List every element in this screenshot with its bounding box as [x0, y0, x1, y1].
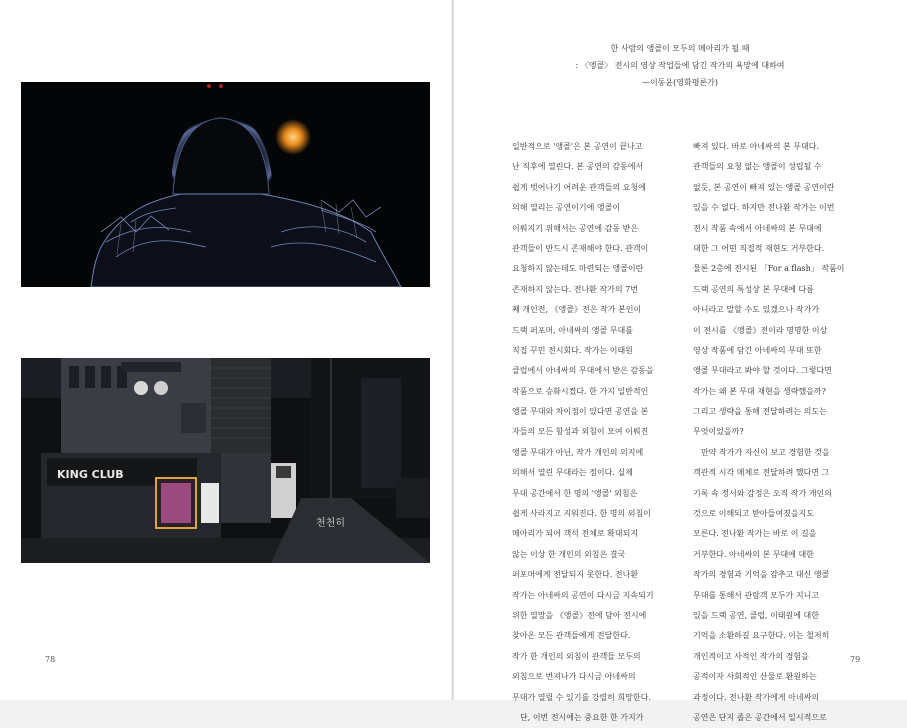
body-text-line: 개인적이고 사적인 작가의 경험을: [693, 651, 809, 661]
photo-backlit-figure: [21, 82, 430, 287]
body-text-line: 메아리가 되어 객석 전체로 확대되지: [512, 529, 639, 539]
body-text-line: 작가는 아네싸의 공연이 다시금 지속되기: [512, 590, 654, 600]
body-text-line: 앵콜 무대와 차이점이 있다면 공연을 본: [512, 407, 649, 417]
folio-right: 79: [850, 655, 861, 664]
body-text-line: 관객들이 반드시 존재해야 한다. 관객이: [512, 243, 649, 253]
body-text-line: 직접 꾸민 전시회다. 작가는 이태원: [512, 345, 633, 355]
body-text-line: 작가의 경험과 기억을 감추고 대신 앵콜: [693, 570, 830, 580]
body-text-line: 관객들의 요청 없는 앵콜이 성립될 수: [693, 162, 822, 172]
body-text-line: 의해 열리는 공연이기에 앵콜이: [512, 203, 621, 213]
left-page: [0, 0, 453, 700]
body-text-line: 기억을 소환하길 요구한다. 이는 철저히: [693, 631, 830, 641]
folio-left: 78: [45, 655, 56, 664]
photo-night-street: [21, 358, 430, 563]
body-text-line: 없듯, 본 공연이 빠져 있는 앵콜 공연이란: [693, 182, 835, 192]
body-text-line: 물론 2층에 전시된 「For a flash」 작품이: [693, 264, 845, 274]
body-text-line: 무대 공간에서 한 명의 '앵콜' 외침은: [512, 488, 638, 498]
body-text-line: 객관적 시각 매체로 전달하려 했다면 그: [693, 468, 830, 478]
body-text-line: 쉽게 사라지고 지워진다. 한 명의 외침이: [512, 509, 651, 519]
body-text-line: 모른다. 전나환 작가는 바로 이 길을: [693, 529, 817, 539]
body-text-line: 않는 이상 한 개인의 외침은 결국: [512, 549, 626, 559]
body-text-line: 앵콜 무대가 아닌, 작가 개인의 의지에: [512, 447, 644, 457]
body-text-line: 작품으로 승화시켰다. 한 가지 일반적인: [512, 386, 649, 396]
article-title: 한 사람의 앵콜이 모두의 메아리가 될 때: [610, 44, 750, 53]
body-text-line: 있을 수 없다. 하지만 전나환 작가는 이번: [693, 203, 835, 213]
body-column-left: [512, 137, 665, 728]
body-text-line: 쉽게 벗어나기 어려운 관객들의 요청에: [512, 182, 646, 192]
article-subtitle: : 〈앵콜〉 전시의 영상 작업들에 담긴 작가의 욕망에 대하여: [575, 61, 785, 70]
body-text-line: 드랙 공연의 특성상 본 무대에 다름: [693, 284, 814, 294]
photo-backlit-figure-illustration: [21, 82, 430, 287]
body-text-line: 외침으로 번져나가 다시금 아네싸의: [512, 672, 636, 682]
body-text-line: 작가는 왜 본 무대 재현을 생략했을까?: [693, 386, 826, 396]
body-text-line: 퍼포머에게 전달되지 못한다. 전나환: [512, 570, 639, 580]
body-text-line: 난 직후에 열린다. 본 공연의 감동에서: [512, 162, 644, 172]
body-text-line: 자들의 모든 함성과 외침이 모여 이뤄진: [512, 427, 649, 437]
body-text-line: 영상 작품에 담긴 아네싸의 무대 또한: [693, 345, 822, 355]
body-text-line: 무대가 열릴 수 있기를 강렬히 희망한다.: [512, 692, 651, 702]
body-text-line: 기록 속 정서와 감정은 오직 작가 개인의: [693, 488, 832, 498]
body-text-line: 드랙 퍼포머, 아네싸의 앵콜 무대를: [512, 325, 633, 335]
body-text-line: 클럽에서 아네싸의 무대에서 받은 감동을: [512, 366, 654, 376]
body-text-line: 무대를 통해서 관람객 모두가 지니고: [693, 590, 820, 600]
body-text-line: 과정이다. 전나환 작가에게 아네싸의: [693, 692, 820, 702]
body-text-line: 찾아온 모든 관객들에게 전달한다.: [512, 631, 631, 641]
article-header: [560, 40, 800, 91]
photo-night-street-illustration: [21, 358, 430, 563]
body-text-line: 그리고 생략을 통해 전달하려는 의도는: [693, 407, 827, 417]
body-text-line: 존재하지 않는다. 전나환 작가의 7번: [512, 284, 638, 294]
body-text-line: 일반적으로 '앵콜'은 본 공연이 끝나고: [512, 142, 643, 151]
body-text-line: 단, 이번 전시에는 중요한 한 가지가: [512, 712, 644, 722]
article-author: —이동윤(영화평론가): [641, 78, 719, 87]
body-text-line: 것으로 이해되고 받아들여졌을지도: [693, 509, 815, 519]
street-marking-text: 천천히: [316, 518, 345, 529]
body-text-line: 앵콜 무대라고 봐야 할 것이다. 그렇다면: [693, 366, 832, 376]
body-text-line: 요청하지 않는데도 마련되는 앵콜이란: [512, 264, 644, 274]
body-text-line: 아니라고 말할 수도 있겠으나 작가가: [693, 305, 820, 315]
body-text-line: 이 전시를 《앵콜》전이라 명명한 이상: [693, 325, 828, 335]
body-text-line: 있을 드랙 공연, 클럽, 이태원에 대한: [693, 610, 819, 620]
body-text-line: 째 개인전, 《앵콜》전은 작가 본인이: [512, 305, 642, 315]
body-text-line: 공연은 단지 좁은 공간에서 일시적으로: [693, 712, 827, 722]
body-text-line: 이뤄지기 위해서는 공연에 감동 받은: [512, 223, 639, 233]
body-text-line: 공적이자 사회적인 산물로 환원하는: [693, 672, 817, 682]
body-text-line: 의해서 열린 무대라는 점이다. 실제: [512, 468, 633, 478]
body-text-line: 작가 한 개인의 외침이 관객들 모두의: [512, 651, 641, 661]
body-text-line: 만약 작가가 자신이 보고 경험한 것을: [693, 447, 830, 457]
body-text-line: 빠져 있다. 바로 아네싸의 본 무대다.: [693, 142, 819, 151]
club-sign-text: KING CLUB: [57, 468, 124, 481]
body-text-line: 거부한다. 아네싸의 본 무대에 대한: [693, 549, 814, 559]
body-text-line: 무엇이었을까?: [693, 427, 744, 437]
body-text-line: 위한 열망을 《앵콜》전에 담아 전시에: [512, 610, 647, 620]
body-text-line: 전시 작품 속에서 아네싸의 본 무대에: [693, 223, 822, 233]
body-text-line: 대한 그 어떤 직접적 재현도 거부한다.: [693, 243, 825, 253]
body-column-right: [693, 137, 846, 728]
